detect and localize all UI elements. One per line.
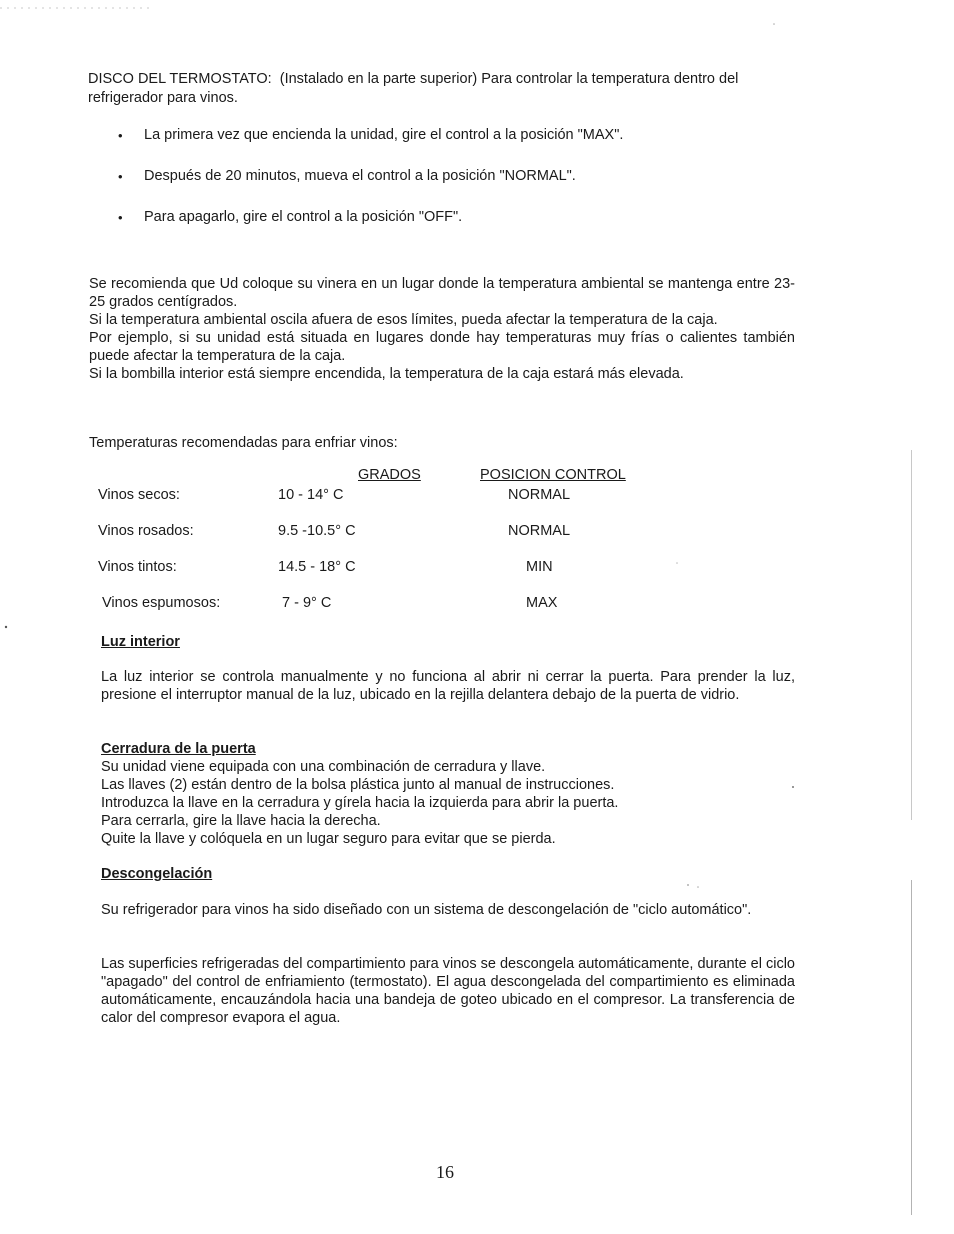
cerradura-line: Su unidad viene equipada con una combinación de cerradura y llave. (101, 759, 546, 775)
cerradura-line: Las llaves (2) están dentro de la bolsa plástica junto al manual de instrucciones. (101, 777, 615, 793)
thermostat-text: (Instalado en la parte superior) Para controlar la temperatura dentro del refrigerador para vinos. (88, 71, 739, 106)
temperatures-intro: Temperaturas recomendadas para enfriar vinos: (89, 435, 398, 451)
section-title-cerradura: Cerradura de la puerta (101, 741, 256, 757)
luz-interior-paragraph: La luz interior se controla manualmente y no funciona al abrir ni cerrar la puerta. Para prender la luz, presione el interruptor manual de la luz, ubicado en la rejilla delantera debajo de la puerta de vidrio. (101, 669, 795, 703)
descongelacion-paragraph-1: Su refrigerador para vinos ha sido diseñado con un sistema de descongelación de "ciclo automático". (101, 902, 752, 918)
section-title-luz-interior: Luz interior (101, 634, 180, 650)
wine-type: Vinos rosados: (98, 523, 194, 539)
page-number: 16 (436, 1162, 454, 1182)
cerradura-line: Introduzca la llave en la cerradura y gírela hacia la izquierda para abrir la puerta. (101, 795, 619, 811)
descongelacion-paragraph-2: Las superficies refrigeradas del compartimiento para vinos se descongela automáticamente, durante el ciclo "apagado" del control de enfriamiento (termostato). El agua descongelada del compartimiento es eliminada automáticamente, encauzándola hacia una bandeja de goteo ubicado en el compresor. La transferencia de calor del compresor evapora el agua. (101, 956, 795, 1026)
wine-degrees: 9.5 -10.5° C (278, 523, 356, 539)
wine-position: NORMAL (508, 487, 571, 503)
wine-degrees: 14.5 - 18° C (278, 559, 356, 575)
ambient-line: Si la bombilla interior está siempre encendida, la temperatura de la caja estará más elevada. (89, 366, 684, 382)
thermostat-label: DISCO DEL TERMOSTATO: (88, 71, 272, 87)
wine-degrees: 7 - 9° C (282, 595, 332, 611)
wine-type: Vinos tintos: (98, 559, 177, 575)
wine-position: MAX (526, 595, 558, 611)
ambient-line: Se recomienda que Ud coloque su vinera en un lugar donde la temperatura ambiental se mantenga entre 23-25 grados centígrados. (89, 276, 795, 310)
ambient-line: Por ejemplo, si su unidad está situada en lugares donde hay temperaturas muy frías o calientes también puede afectar la temperatura de la caja. (89, 330, 795, 364)
section-title-descongelacion: Descongelación (101, 866, 213, 882)
list-item: • Después de 20 minutos, mueva el control a la posición "NORMAL". (118, 167, 758, 208)
cerradura-line: Para cerrarla, gire la llave hacia la derecha. (101, 813, 381, 829)
list-item: • La primera vez que encienda la unidad, gire el control a la posición "MAX". (118, 126, 758, 167)
wine-position: NORMAL (508, 523, 571, 539)
wine-position: MIN (526, 559, 553, 575)
ambient-line: Si la temperatura ambiental oscila afuera de esos límites, pueda afectar la temperatura de la caja. (89, 312, 718, 328)
cerradura-line: Quite la llave y colóquela en un lugar seguro para evitar que se pierda. (101, 831, 556, 847)
degrees-header: GRADOS (358, 467, 421, 483)
wine-degrees: 10 - 14° C (278, 487, 344, 503)
position-header: POSICION CONTROL (480, 467, 626, 483)
wine-type: Vinos secos: (98, 487, 180, 503)
wine-type: Vinos espumosos: (102, 595, 221, 611)
list-item: • Para apagarlo, gire el control a la posición "OFF". (118, 208, 758, 249)
